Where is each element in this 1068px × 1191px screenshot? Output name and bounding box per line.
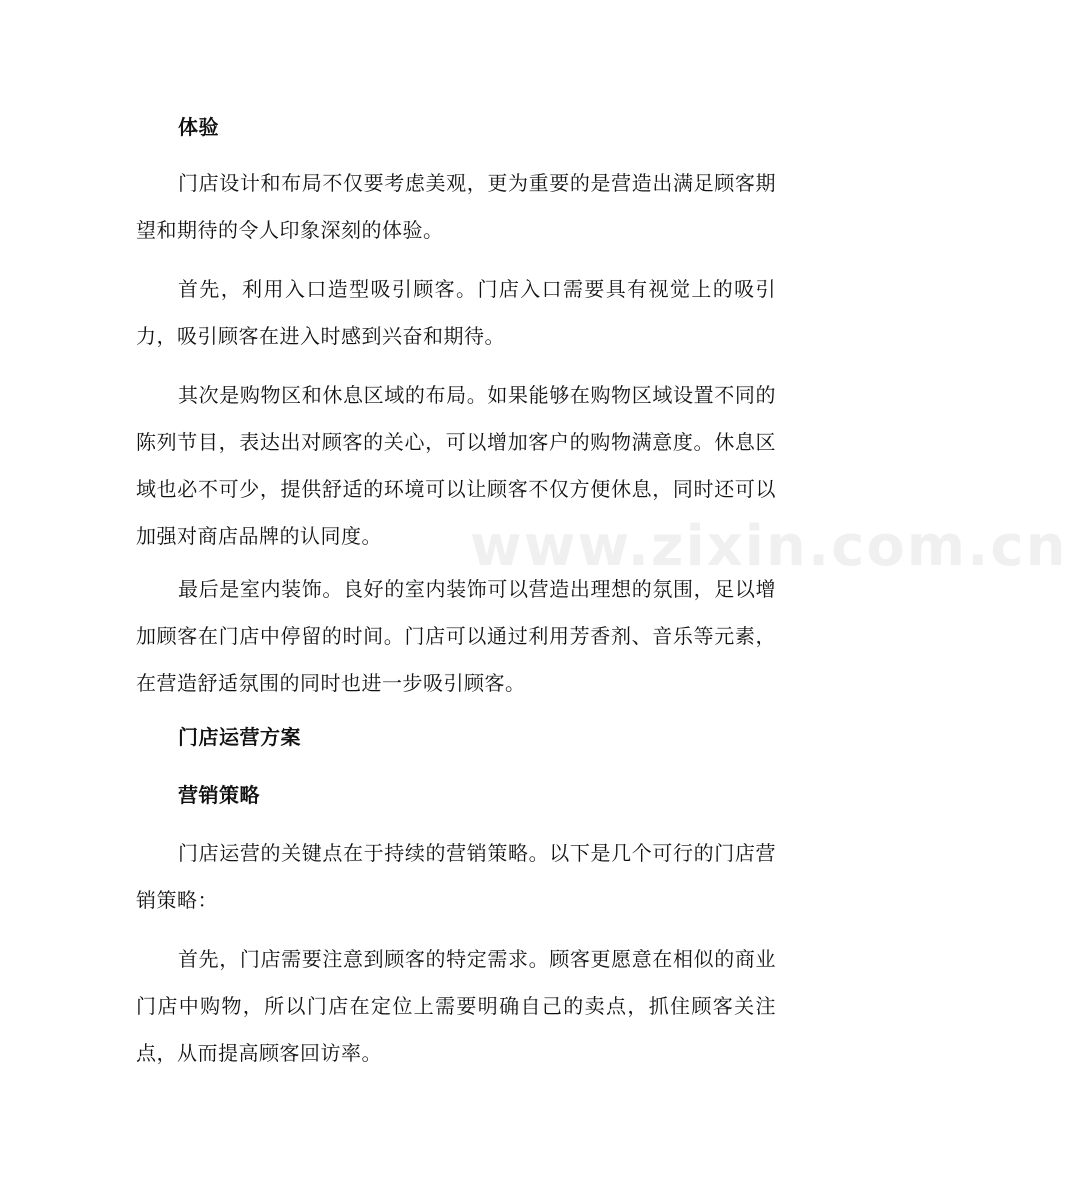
heading-marketing-strategy: 营销策略 — [178, 783, 260, 807]
paragraph-decoration: 最后是室内装饰。良好的室内装饰可以营造出理想的氛围，足以增加顾客在门店中停留的时间。门店可以通过利用芳香剂、音乐等元素，在营造舒适氛围的同时也进一步吸引顾客。 — [136, 577, 776, 695]
paragraph-layout: 其次是购物区和休息区域的布局。如果能够在购物区域设置不同的陈列节目，表达出对顾客的关心，可以增加客户的购物满意度。休息区域也必不可少，提供舒适的环境可以让顾客不仅方便休息，同时还可以加强对商店品牌的认同度。 — [136, 383, 776, 548]
watermark: www.zixin.com.cn — [470, 514, 1068, 579]
paragraph-entrance: 首先，利用入口造型吸引顾客。门店入口需要具有视觉上的吸引力，吸引顾客在进入时感到兴奋和期待。 — [136, 277, 776, 348]
heading-experience: 体验 — [178, 115, 219, 139]
paragraph-customer-needs: 首先，门店需要注意到顾客的特定需求。顾客更愿意在相似的商业门店中购物，所以门店在定位上需要明确自己的卖点，抓住顾客关注点，从而提高顾客回访率。 — [136, 947, 776, 1065]
heading-store-operation: 门店运营方案 — [178, 725, 301, 749]
paragraph-experience-intro: 门店设计和布局不仅要考虑美观，更为重要的是营造出满足顾客期望和期待的令人印象深刻的体验。 — [136, 171, 776, 242]
paragraph-marketing-intro: 门店运营的关键点在于持续的营销策略。以下是几个可行的门店营销策略： — [136, 841, 776, 912]
